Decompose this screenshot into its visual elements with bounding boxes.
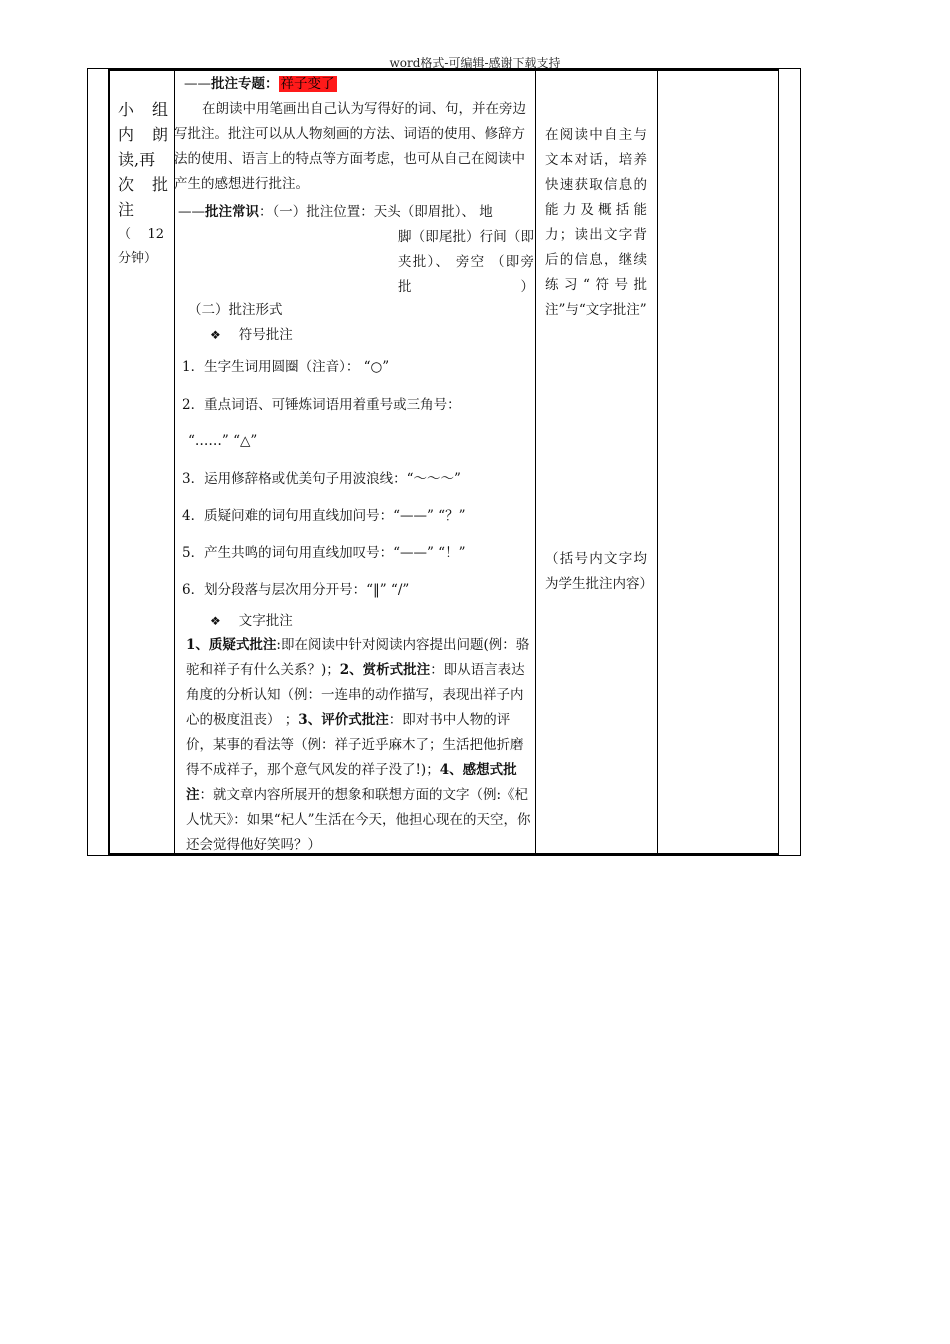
- symbol-item: 5．产生共鸣的词句用直线加叹号：“——” “！”: [182, 545, 466, 561]
- lesson-table: [87, 68, 801, 856]
- stage-time: （ 12: [118, 227, 165, 242]
- text-section-heading: ❖ 文字批注: [210, 613, 293, 629]
- column-divider: [778, 69, 779, 855]
- symbol-item: 6．划分段落与层次用分开号：“‖” “/”: [182, 582, 410, 598]
- symbol-item: 2．重点词语、可锤炼词语用着重号或三角号：: [182, 397, 461, 413]
- stage-time-unit: 分钟）: [118, 251, 158, 266]
- symbol-section-heading: ❖ 符号批注: [210, 327, 293, 343]
- symbol-item: 3．运用修辞格或优美句子用波浪线：“～～～”: [182, 471, 461, 487]
- stage-name-line: 注: [118, 200, 135, 219]
- form-title: （二）批注形式: [188, 302, 283, 318]
- symbol-item: 1．生字生词用圆圈（注音）： “○”: [182, 359, 390, 375]
- stage-name-line: 内 朗: [118, 125, 168, 144]
- diamond-bullet-icon: ❖: [210, 614, 221, 628]
- basics-label: 批注常识: [205, 204, 259, 220]
- stage-name-line: 小 组: [118, 100, 168, 119]
- intent-cell: 在阅读中自主与文本对话，培养快速获取信息的能力及概括能力；读出文字背后的信息，继续练习“符号批注”与“文字批注”: [545, 127, 647, 318]
- stage-name-line: 读,再: [118, 150, 156, 169]
- column-divider: [657, 69, 658, 855]
- symbol-item: 4．质疑问难的词句用直线加问号：“——” “？”: [182, 508, 466, 524]
- diamond-bullet-icon: ❖: [210, 328, 221, 342]
- basics-continuation: 脚（即尾批）行间（即夹批）、 旁空 （即旁批）: [398, 229, 534, 295]
- symbol-item: “……” “△”: [188, 433, 258, 449]
- stage-name-line: 次 批: [118, 175, 168, 194]
- topic-heading: ——批注专题： 祥子变了: [184, 76, 335, 92]
- topic-highlight: 祥子变了: [280, 76, 335, 92]
- topic-label: 批注专题：: [211, 76, 279, 92]
- intro-paragraph: 在朗读中用笔画出自己认为写得好的词、句，并在旁边写批注。批注可以从人物刻画的方法、词语的使用、修辞方法的使用、语言上的特点等方面考虑，也可从自己在阅读中产生的感想进行批注。: [174, 101, 526, 192]
- intent-note: （括号内文字均为学生批注内容）: [545, 551, 653, 592]
- basics-line: ——批注常识：（一）批注位置：天头（即眉批）、 地: [178, 204, 493, 220]
- stage-cell: [110, 97, 174, 272]
- table-top-border: [108, 69, 778, 71]
- page-header-note: word格式-可编辑-感谢下载支持: [389, 56, 561, 70]
- text-annotation-paragraph: 1、质疑式批注:即在阅读中针对阅读内容提出问题(例：骆驼和祥子有什么关系？)；2、赏析式批注：即从语言表达角度的分析认知（例：一连串的动作描写，表现出祥子内心的极度沮丧） ；3、评价式批注：即对书中人物的评价，某事的看法等（例：祥子近乎麻木了；生活把他折磨得不成祥子，那个意气风发的祥子没了!)；4、感想式批注：就文章内容所展开的想象和联想方面的文字（例:《杞人忧天》：如果“杞人”生活在今天，他担心现在的天空，你还会觉得他好笑吗？）: [186, 637, 531, 853]
